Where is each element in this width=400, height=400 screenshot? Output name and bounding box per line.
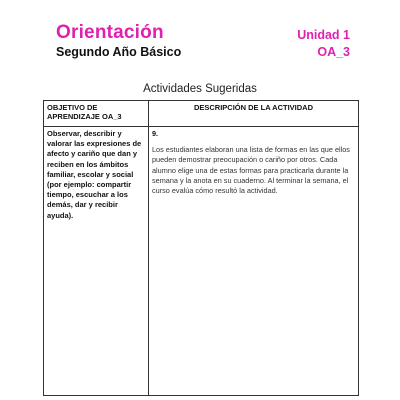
- activity-number: 9.: [152, 129, 159, 138]
- header-description: DESCRIPCIÓN DE LA ACTIVIDAD: [149, 101, 359, 127]
- table-row: [44, 127, 359, 396]
- oa-label: OA_3: [317, 45, 350, 59]
- description-cell: [149, 127, 359, 396]
- page-header: [0, 0, 400, 70]
- objective-cell: Observar, describir y valorar las expresiones de afecto y cariño que dan y reciben en los ámbitos familiar, escolar y social (por ejemplo: compartir tiempo, escuchar a los demás, dar y recibir ayuda).: [44, 127, 149, 396]
- unit-label: Unidad 1: [297, 28, 350, 42]
- activities-table: [43, 100, 359, 396]
- page-title: Orientación: [56, 22, 164, 43]
- table-header-row: [44, 101, 359, 127]
- activity-description: Los estudiantes elaboran una lista de formas en las que ellos pueden demostrar preocupación o cariño por otros. Cada alumno elige una de estas formas para practicarla durante la semana y la anota en su cuaderno. Al terminar la semana, el curso evalúa cómo resultó la actividad.: [152, 145, 350, 196]
- page-subtitle: Segundo Año Básico: [56, 45, 182, 59]
- header-objective: OBJETIVO DE APRENDIZAJE OA_3: [44, 101, 149, 127]
- section-title: Actividades Sugeridas: [143, 83, 257, 95]
